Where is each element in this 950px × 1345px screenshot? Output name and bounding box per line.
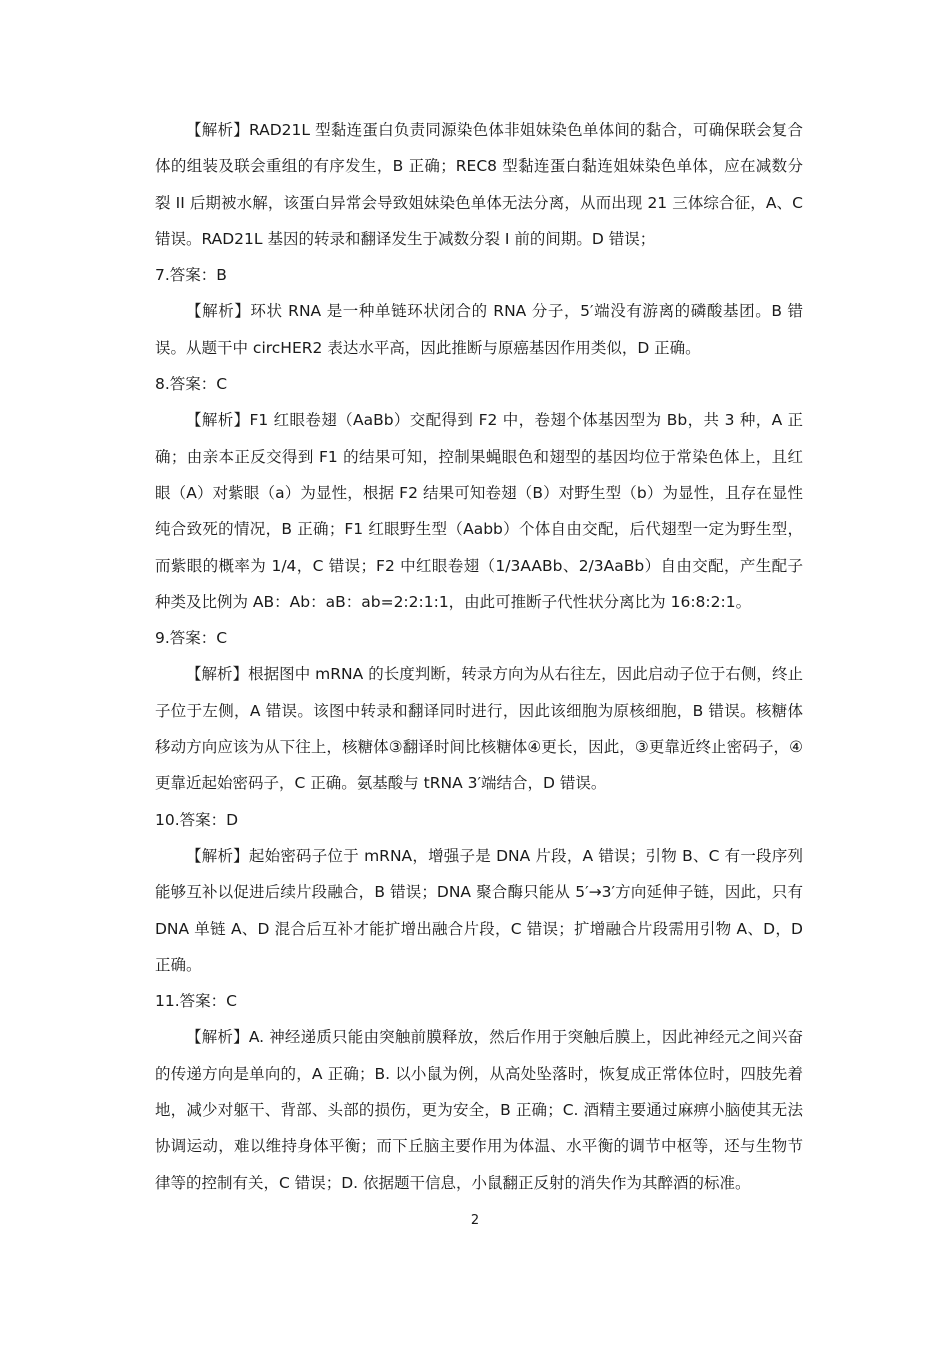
analysis-paragraph-8: 【解析】F1 红眼卷翅（AaBb）交配得到 F2 中，卷翅个体基因型为 Bb，共 3 种，A 正确；由亲本正反交得到 F1 的结果可知，控制果蝇眼色和翅型的基因均位于常染色体上，且红眼（A）对紫眼（a）为显性，根据 F2 结果可知卷翅（B）对野生型（b）为显性，且存在显性纯合致死的情况，B 正确；F1 红眼野生型（Aabb）个体自由交配，后代翅型一定为野生型，而紫眼的概率为 1/4，C 错误；F2 中红眼卷翅（1/3AABb、2/3AaBb）自由交配，产生配子种类及比例为 AB：Ab：aB：ab=2:2:1:1，由此可推断子代性状分离比为 16:8:2:1。 xyxy=(155,411,803,611)
page-content xyxy=(155,112,803,1201)
answer-line-7: 7.答案：B xyxy=(155,266,227,285)
analysis-paragraph-7: 【解析】环状 RNA 是一种单链环状闭合的 RNA 分子，5′端没有游离的磷酸基团。B 错误。从题干中 circHER2 表达水平高，因此推断与原癌基因作用类似，D 正确。 xyxy=(155,302,803,357)
analysis-paragraph-9: 【解析】根据图中 mRNA 的长度判断，转录方向为从右往左，因此启动子位于右侧，终止子位于左侧，A 错误。该图中转录和翻译同时进行，因此该细胞为原核细胞，B 错误。核糖体移动方向应该为从下往上，核糖体③翻译时间比核糖体④更长，因此，③更靠近终止密码子，④更靠近起始密码子，C 正确。氨基酸与 tRNA 3′端结合，D 错误。 xyxy=(155,665,803,793)
answer-line-10: 10.答案：D xyxy=(155,810,239,829)
answer-line-9: 9.答案：C xyxy=(155,629,228,648)
analysis-paragraph-11: 【解析】A. 神经递质只能由突触前膜释放，然后作用于突触后膜上，因此神经元之间兴奋的传递方向是单向的，A 正确；B. 以小鼠为例，从高处坠落时，恢复成正常体位时，四肢先着地，减少对躯干、背部、头部的损伤，更为安全，B 正确；C. 酒精主要通过麻痹小脑使其无法协调运动，难以维持身体平衡；而下丘脑主要作用为体温、水平衡的调节中枢等，还与生物节律等的控制有关，C 错误；D. 依据题干信息，小鼠翻正反射的消失作为其醉酒的标准。 xyxy=(155,1028,803,1192)
page-number: 2 xyxy=(470,1213,480,1228)
answer-line-11: 11.答案：C xyxy=(155,992,237,1011)
analysis-paragraph-10: 【解析】起始密码子位于 mRNA，增强子是 DNA 片段，A 错误；引物 B、C 有一段序列能够互补以促进后续片段融合，B 错误；DNA 聚合酶只能从 5′→3′方向延伸子链，因此，只有 DNA 单链 A、D 混合后互补才能扩增出融合片段，C 错误；扩增融合片段需用引物 A、D，D 正确。 xyxy=(155,846,803,974)
answer-line-8: 8.答案：C xyxy=(155,375,228,394)
analysis-paragraph-6: 【解析】RAD21L 型黏连蛋白负责同源染色体非姐妹染色单体间的黏合，可确保联会复合体的组装及联会重组的有序发生，B 正确；REC8 型黏连蛋白黏连姐妹染色单体，应在减数分裂 II 后期被水解，该蛋白异常会导致姐妹染色单体无法分离，从而出现 21 三体综合征，A、C 错误。RAD21L 基因的转录和翻译发生于减数分裂 I 前的间期。D 错误； xyxy=(155,121,803,248)
